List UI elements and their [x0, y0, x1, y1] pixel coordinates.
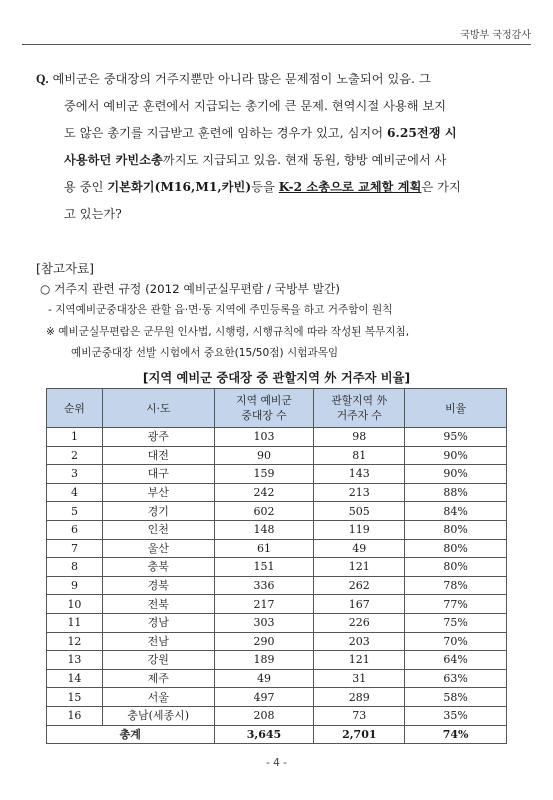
cell-outside: 143: [314, 465, 405, 484]
cell-outside: 31: [314, 669, 405, 688]
table-row: [47, 632, 507, 651]
cell-commanders: 602: [214, 502, 314, 521]
total-commanders: 3,645: [214, 725, 314, 744]
cell-rank: 16: [47, 706, 103, 725]
cell-ratio: 80%: [405, 558, 507, 577]
table-row: [47, 446, 507, 465]
reference-item-note: [46, 322, 526, 364]
cell-ratio: 75%: [405, 613, 507, 632]
cell-ratio: 70%: [405, 632, 507, 651]
cell-region: 광주: [102, 428, 214, 447]
table-row: [47, 576, 507, 595]
cell-ratio: 78%: [405, 576, 507, 595]
cell-region: 부산: [102, 483, 214, 502]
table-row: [47, 483, 507, 502]
table-row: [47, 595, 507, 614]
cell-commanders: 159: [214, 465, 314, 484]
cell-commanders: 90: [214, 446, 314, 465]
cell-outside: 505: [314, 502, 405, 521]
cell-rank: 12: [47, 632, 103, 651]
cell-rank: 5: [47, 502, 103, 521]
cell-outside: 98: [314, 428, 405, 447]
cell-rank: 15: [47, 688, 103, 707]
cell-ratio: 80%: [405, 520, 507, 539]
question-emphasis-weapons: 기본화기(M16,M1,카빈): [107, 180, 252, 194]
question-line-2: 중에서 예비군 훈련에서 지급되는 총기에 큰 문제. 현역시절 사용해 보지: [64, 99, 447, 113]
cell-rank: 7: [47, 539, 103, 558]
cell-region: 전북: [102, 595, 214, 614]
cell-commanders: 148: [214, 520, 314, 539]
cell-outside: 289: [314, 688, 405, 707]
table-row: [47, 520, 507, 539]
table-row: [47, 502, 507, 521]
question-line-5: 용 중인 기본화기(M16,M1,카빈)등을 K-2 소총으로 교체할 계획은 가지: [64, 180, 461, 194]
cell-outside: 73: [314, 706, 405, 725]
cell-outside: 262: [314, 576, 405, 595]
cell-rank: 1: [47, 428, 103, 447]
cell-rank: 14: [47, 669, 103, 688]
reference-note-line-2: 예비군중대장 선발 시험에서 중요한(15/50점) 시험과목임: [71, 347, 339, 359]
reference-note-line-1: ※ 예비군실무편람은 군무원 인사법, 시행령, 시행규칙에 따라 작성된 복무지침,: [46, 326, 410, 338]
cell-rank: 2: [47, 446, 103, 465]
table-row: [47, 651, 507, 670]
table-row: [47, 558, 507, 577]
cell-rank: 8: [47, 558, 103, 577]
header-commanders: 지역 예비군 중대장 수: [214, 389, 314, 428]
cell-region: 제주: [102, 669, 214, 688]
cell-commanders: 336: [214, 576, 314, 595]
question-emphasis-k2-plan: K-2 소총으로 교체할 계획: [278, 180, 422, 194]
question-line-6: 고 있는가?: [64, 207, 122, 221]
question-prefix: Q.: [36, 72, 49, 86]
cell-outside: 49: [314, 539, 405, 558]
cell-outside: 167: [314, 595, 405, 614]
cell-outside: 226: [314, 613, 405, 632]
cell-region: 충남(세종시): [102, 706, 214, 725]
cell-region: 경남: [102, 613, 214, 632]
table-row: [47, 688, 507, 707]
table-row: [47, 669, 507, 688]
cell-outside: 213: [314, 483, 405, 502]
cell-region: 경북: [102, 576, 214, 595]
cell-rank: 10: [47, 595, 103, 614]
reference-title: [참고자료]: [36, 261, 95, 276]
table-header-row: [47, 389, 507, 428]
cell-commanders: 242: [214, 483, 314, 502]
cell-rank: 3: [47, 465, 103, 484]
residence-ratio-table: [46, 388, 507, 744]
table-title: [지역 예비군 중대장 중 관할지역 外 거주자 비율]: [142, 371, 411, 385]
cell-region: 충북: [102, 558, 214, 577]
cell-ratio: 63%: [405, 669, 507, 688]
table-row: [47, 428, 507, 447]
cell-outside: 119: [314, 520, 405, 539]
cell-region: 서울: [102, 688, 214, 707]
cell-region: 대전: [102, 446, 214, 465]
table-row: [47, 706, 507, 725]
cell-ratio: 64%: [405, 651, 507, 670]
cell-region: 전남: [102, 632, 214, 651]
cell-rank: 13: [47, 651, 103, 670]
cell-region: 강원: [102, 651, 214, 670]
header-rank: 순위: [47, 389, 103, 428]
cell-outside: 81: [314, 446, 405, 465]
cell-ratio: 58%: [405, 688, 507, 707]
question-line-4: 사용하던 카빈소총까지도 지급되고 있음. 현재 동원, 향방 예비군에서 사: [64, 153, 447, 167]
cell-commanders: 208: [214, 706, 314, 725]
cell-commanders: 151: [214, 558, 314, 577]
reference-item-regulation: ○ 거주지 관련 규정 (2012 예비군실무편람 / 국방부 발간): [40, 282, 341, 296]
table-row: [47, 465, 507, 484]
cell-ratio: 77%: [405, 595, 507, 614]
header-ratio: 비율: [405, 389, 507, 428]
table-row: [47, 613, 507, 632]
question-emphasis-carbine: 사용하던 카빈소총: [64, 153, 163, 167]
header-outside: 관할지역 外 거주자 수: [314, 389, 405, 428]
cell-ratio: 80%: [405, 539, 507, 558]
total-ratio: 74%: [405, 725, 507, 744]
question-emphasis-korean-war: 6.25전쟁 시: [387, 126, 457, 140]
cell-rank: 6: [47, 520, 103, 539]
cell-ratio: 90%: [405, 465, 507, 484]
cell-ratio: 95%: [405, 428, 507, 447]
cell-commanders: 217: [214, 595, 314, 614]
cell-commanders: 61: [214, 539, 314, 558]
cell-outside: 203: [314, 632, 405, 651]
header-region: 시·도: [102, 389, 214, 428]
question-paragraph: [36, 66, 514, 228]
cell-rank: 4: [47, 483, 103, 502]
table-body: [47, 428, 507, 744]
document-header: 국방부 국정감사: [460, 30, 531, 41]
cell-ratio: 88%: [405, 483, 507, 502]
cell-commanders: 49: [214, 669, 314, 688]
cell-commanders: 497: [214, 688, 314, 707]
cell-commanders: 189: [214, 651, 314, 670]
cell-commanders: 290: [214, 632, 314, 651]
header-divider: [22, 44, 531, 45]
cell-commanders: 103: [214, 428, 314, 447]
cell-outside: 121: [314, 558, 405, 577]
table-row: [47, 539, 507, 558]
cell-region: 울산: [102, 539, 214, 558]
cell-rank: 9: [47, 576, 103, 595]
cell-commanders: 303: [214, 613, 314, 632]
page-number: - 4 -: [266, 757, 287, 769]
reference-item-residence-rule: - 지역예비군중대장은 관할 읍·면·동 지역에 주민등록을 하고 거주함이 원칙: [48, 304, 393, 316]
table-total-row: [47, 725, 507, 744]
total-outside: 2,701: [314, 725, 405, 744]
cell-ratio: 90%: [405, 446, 507, 465]
cell-region: 경기: [102, 502, 214, 521]
total-label: 총계: [47, 725, 215, 744]
question-line-3: 도 않은 총기를 지급받고 훈련에 임하는 경우가 있고, 심지어 6.25전쟁 시: [64, 126, 457, 140]
cell-ratio: 84%: [405, 502, 507, 521]
cell-region: 대구: [102, 465, 214, 484]
cell-ratio: 35%: [405, 706, 507, 725]
question-line-1: Q. 예비군은 중대장의 거주지뿐만 아니라 많은 문제점이 노출되어 있음. 그: [36, 72, 431, 86]
cell-outside: 121: [314, 651, 405, 670]
cell-region: 인천: [102, 520, 214, 539]
cell-rank: 11: [47, 613, 103, 632]
